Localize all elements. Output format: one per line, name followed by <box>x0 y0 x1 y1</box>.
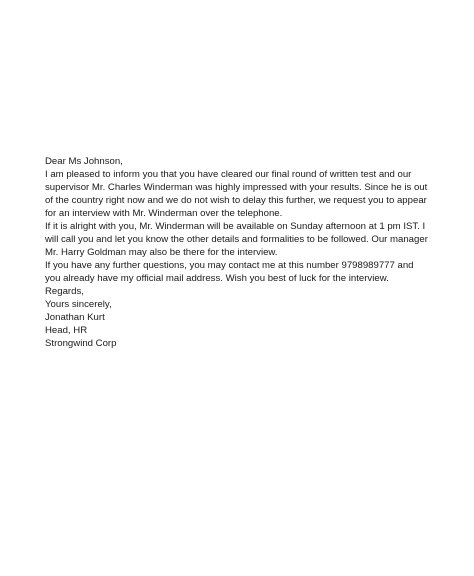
paragraph-line: for an interview with Mr. Winderman over the telephone. <box>45 208 283 219</box>
company-name: Strongwind Corp <box>45 338 117 349</box>
paragraph-line: will call you and let you know the other details and formalities to be followed. Our manager <box>45 234 428 245</box>
paragraph-line: of the country right now and we do not wish to delay this further, we request you to appear <box>45 195 427 206</box>
salutation: Dear Ms Johnson, <box>45 156 123 167</box>
paragraph-contact <box>45 259 435 285</box>
paragraph-line: If you have any further questions, you may contact me at this number 9798989777 and <box>45 260 414 271</box>
paragraph-line: supervisor Mr. Charles Winderman was highly impressed with your results. Since he is out <box>45 182 428 193</box>
paragraph-schedule <box>45 220 435 259</box>
sender-title: Head, HR <box>45 325 88 336</box>
sender-name: Jonathan Kurt <box>45 312 105 323</box>
paragraph-line: I am pleased to inform you that you have cleared our final round of written test and our <box>45 169 412 180</box>
sign-off-line: Yours sincerely, <box>45 299 112 310</box>
letter-body <box>45 155 435 350</box>
paragraph-interview-notice <box>45 168 435 220</box>
regards-line: Regards, <box>45 286 84 297</box>
paragraph-line: Mr. Harry Goldman may also be there for the interview. <box>45 247 278 258</box>
paragraph-line: If it is alright with you, Mr. Winderman will be available on Sunday afternoon at 1 pm IST. I <box>45 221 426 232</box>
paragraph-line: you already have my official mail address. Wish you best of luck for the interview. <box>45 273 389 284</box>
